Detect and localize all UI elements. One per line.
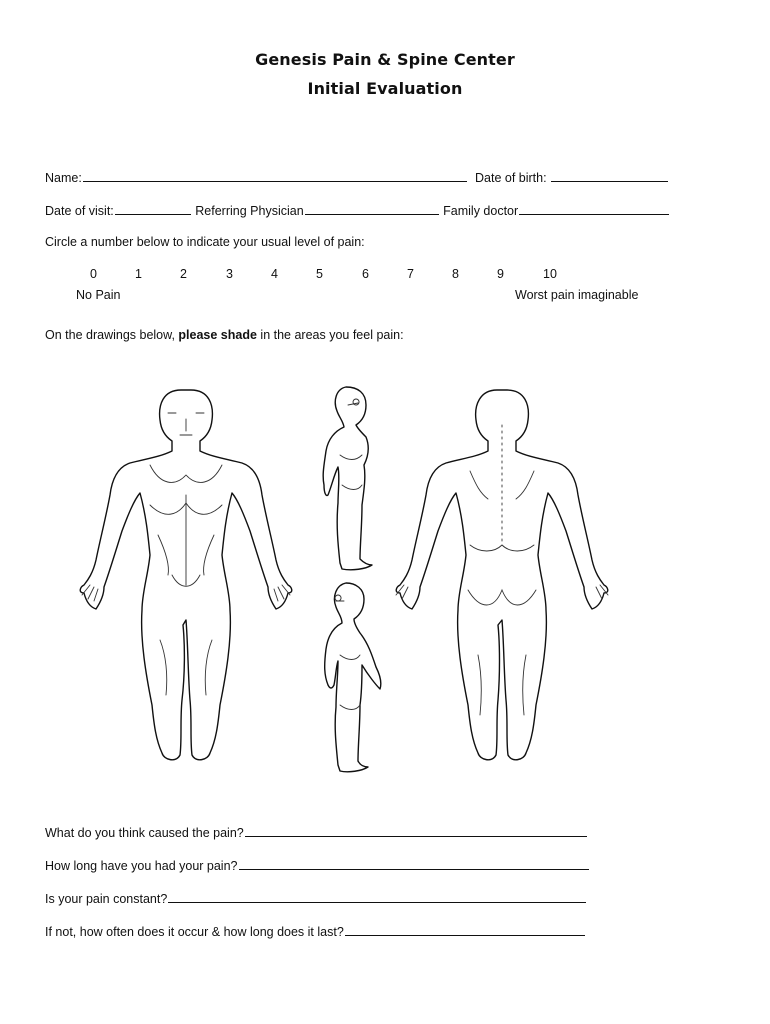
worst-pain-label: Worst pain imaginable: [515, 288, 639, 302]
pain-level-8[interactable]: 8: [452, 267, 459, 281]
dob-label: Date of birth:: [475, 171, 547, 185]
referring-physician-field[interactable]: [305, 202, 439, 215]
question-frequency: [45, 923, 586, 939]
pain-level-5[interactable]: 5: [316, 267, 323, 281]
pain-level-0[interactable]: 0: [90, 267, 97, 281]
body-back-view[interactable]: [396, 390, 608, 760]
question-frequency-field[interactable]: [345, 923, 585, 936]
instruction-emphasis: please shade: [178, 328, 257, 342]
visit-row: [45, 202, 670, 218]
question-constant-label: Is your pain constant?: [45, 892, 168, 906]
body-diagram[interactable]: [0, 375, 770, 795]
name-row: [45, 169, 468, 185]
question-constant: [45, 890, 587, 906]
visit-date-field[interactable]: [115, 202, 191, 215]
instruction-text: On the drawings below,: [45, 328, 179, 342]
pain-level-6[interactable]: 6: [362, 267, 369, 281]
name-label: Name:: [45, 171, 82, 185]
question-duration-field[interactable]: [239, 857, 589, 870]
no-pain-label: No Pain: [76, 288, 121, 302]
question-cause-label: What do you think caused the pain?: [45, 826, 244, 840]
body-side-view-upper[interactable]: [323, 387, 372, 570]
question-constant-field[interactable]: [168, 890, 586, 903]
pain-scale-instruction: Circle a number below to indicate your usual level of pain:: [45, 235, 365, 249]
question-duration-label: How long have you had your pain?: [45, 859, 238, 873]
visit-label: Date of visit:: [45, 204, 114, 218]
family-doctor-field[interactable]: [519, 202, 669, 215]
family-doctor-label: Family doctor: [443, 204, 519, 218]
body-side-view-lower[interactable]: [325, 583, 381, 772]
pain-level-4[interactable]: 4: [271, 267, 278, 281]
question-cause: [45, 824, 588, 840]
form-title: Genesis Pain & Spine Center: [255, 50, 515, 69]
referring-physician-label: Referring Physician: [195, 204, 304, 218]
question-duration: [45, 857, 590, 873]
question-cause-field[interactable]: [245, 824, 587, 837]
body-front-view[interactable]: [80, 390, 292, 760]
pain-level-10[interactable]: 10: [543, 267, 557, 281]
dob-row: [475, 169, 669, 185]
pain-level-1[interactable]: 1: [135, 267, 142, 281]
pain-level-3[interactable]: 3: [226, 267, 233, 281]
question-frequency-label: If not, how often does it occur & how long does it last?: [45, 925, 344, 939]
form-subtitle: Initial Evaluation: [307, 79, 463, 98]
pain-level-9[interactable]: 9: [497, 267, 504, 281]
dob-field[interactable]: [551, 169, 668, 182]
pain-level-2[interactable]: 2: [180, 267, 187, 281]
instruction-text-end: in the areas you feel pain:: [256, 328, 404, 342]
name-field[interactable]: [83, 169, 467, 182]
drawing-instruction: [45, 328, 404, 342]
pain-level-7[interactable]: 7: [407, 267, 414, 281]
